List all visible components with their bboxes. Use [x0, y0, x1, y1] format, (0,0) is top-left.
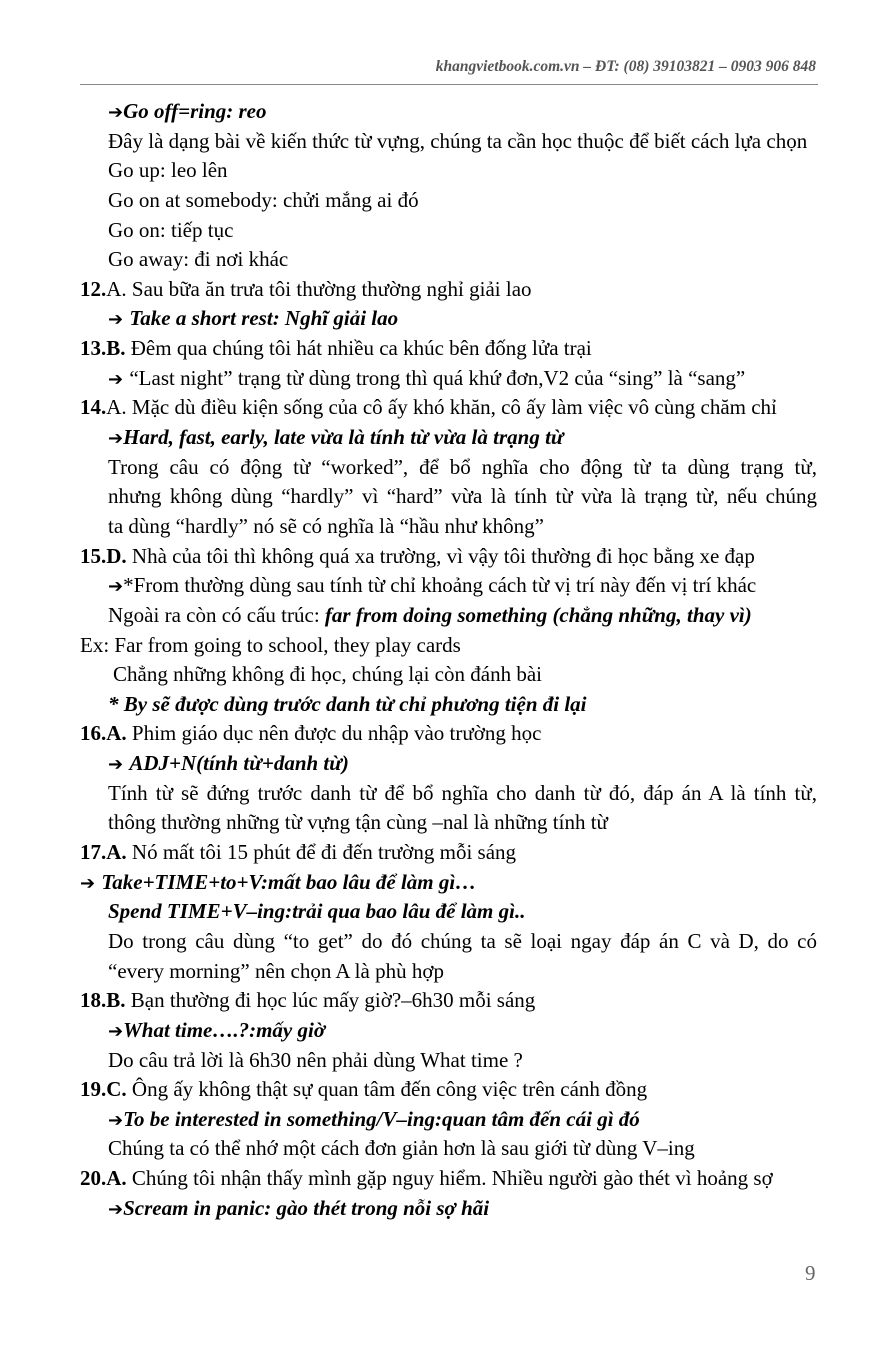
question-number: 16.A.	[80, 721, 127, 746]
arrow-right-icon: ➔	[108, 428, 124, 450]
text-line	[80, 1105, 817, 1135]
text-run: Chẳng những không đi học, chúng lại còn đánh bài	[113, 662, 542, 687]
arrow-right-icon: ➔	[108, 309, 130, 331]
text-line	[80, 186, 817, 216]
text-run: Nó mất tôi 15 phút để đi đến trường mỗi sáng	[126, 840, 517, 865]
question-number: 15.D.	[80, 543, 127, 568]
arrow-right-icon: ➔	[108, 102, 124, 123]
text-run: Go off=ring: reo	[123, 99, 267, 123]
text-line	[80, 482, 817, 512]
text-run: Scream in panic: gào thét trong nỗi sợ hãi	[123, 1195, 490, 1220]
text-line	[80, 453, 817, 483]
text-run: Hard, fast, early, late vừa là tính từ vừa là trạng từ	[123, 425, 564, 450]
text-line	[80, 1134, 817, 1164]
text-line	[80, 631, 817, 661]
arrow-right-icon: ➔	[108, 368, 130, 390]
text-line	[80, 512, 817, 542]
text-run: Go on: tiếp tục	[108, 217, 234, 242]
arrow-right-icon: ➔	[108, 754, 130, 776]
text-run: “Last night” trạng từ dùng trong thì quá khứ đơn,V2 của “sing” là “sang”	[129, 365, 746, 390]
arrow-right-icon: ➔	[80, 872, 102, 894]
text-run: To be interested in something/V–ing:quan tâm đến cái gì đó	[123, 1106, 640, 1131]
arrow-right-icon: ➔	[108, 576, 124, 598]
text-line	[80, 690, 817, 720]
text-line	[80, 1075, 817, 1105]
text-run: Spend TIME+V–ing:trải qua bao lâu để làm gì..	[108, 899, 526, 924]
text-run: Nhà của tôi thì không quá xa trường, vì vậy tôi thường đi học bằng xe đạp	[126, 543, 755, 568]
text-run: Ông ấy không thật sự quan tâm đến công việc trên cánh đồng	[126, 1077, 648, 1102]
text-run: Đây là dạng bài về kiến thức từ vựng, chúng ta cần học thuộc để biết cách lựa chọn	[108, 128, 808, 153]
question-number: 18.B.	[80, 988, 126, 1013]
text-line	[80, 304, 817, 334]
text-line	[80, 868, 817, 898]
page-number: 9	[805, 1261, 816, 1285]
text-line	[80, 97, 817, 127]
text-line	[80, 808, 817, 838]
document-body	[80, 97, 817, 1223]
question-number: 14.	[80, 395, 107, 420]
text-run: Take a short rest: Nghĩ giải lao	[129, 306, 399, 331]
arrow-right-icon: ➔	[108, 1198, 124, 1220]
text-line	[80, 1194, 817, 1224]
question-number: 13.B.	[80, 336, 126, 361]
text-line	[80, 245, 817, 275]
text-line	[80, 423, 817, 453]
text-line	[80, 127, 817, 157]
text-line	[80, 719, 817, 749]
arrow-right-icon: ➔	[108, 1109, 124, 1131]
text-line	[80, 393, 817, 423]
text-line	[80, 660, 817, 690]
text-run: Phim giáo dục nên được du nhập vào trường học	[126, 721, 542, 746]
text-run: Bạn thường đi học lúc mấy giờ?–6h30 mỗi sáng	[125, 988, 536, 1013]
text-line	[80, 542, 817, 572]
text-run: thông thường những từ vựng tận cùng –nal là những tính từ	[108, 810, 608, 835]
arrow-right-icon: ➔	[108, 1020, 124, 1042]
text-run: Chúng ta có thể nhớ một cách đơn giản hơn là sau giới từ dùng V–ing	[108, 1136, 695, 1161]
text-line	[80, 838, 817, 868]
text-run: Trong câu có động từ “worked”, để bổ nghĩa cho động từ ta dùng trạng từ,	[108, 454, 817, 479]
text-line	[80, 601, 817, 631]
text-line	[80, 957, 817, 987]
text-run: Do trong câu dùng “to get” do đó chúng ta sẽ loại ngay đáp án C và D, do có	[108, 928, 817, 953]
text-run: What time….?:mấy giờ	[123, 1017, 326, 1042]
text-line	[80, 334, 817, 364]
text-line	[80, 156, 817, 186]
text-run: A. Mặc dù điều kiện sống của cô ấy khó khăn, cô ấy làm việc vô cùng chăm chỉ	[106, 395, 777, 420]
text-line	[80, 779, 817, 809]
text-run: Tính từ sẽ đứng trước danh từ để bổ nghĩa cho danh từ đó, đáp án A là tính từ,	[108, 780, 817, 805]
question-number: 17.A.	[80, 840, 127, 865]
text-line	[80, 897, 817, 927]
text-run: ADJ+N(tính từ+danh từ)	[129, 751, 349, 776]
text-line	[80, 749, 817, 779]
text-line	[80, 986, 817, 1016]
question-number: 20.A.	[80, 1166, 127, 1191]
text-run: Chúng tôi nhận thấy mình gặp nguy hiểm. Nhiều người gào thét vì hoảng sợ	[126, 1166, 773, 1191]
text-line	[80, 364, 817, 394]
text-run: Ngoài ra còn có cấu trúc:	[108, 602, 325, 627]
text-run: Đêm qua chúng tôi hát nhiều ca khúc bên đống lửa trại	[125, 336, 592, 361]
text-run: “every morning” nên chọn A là phù hợp	[108, 958, 444, 983]
text-run: Take+TIME+to+V:mất bao lâu để làm gì…	[101, 869, 477, 894]
header-divider	[80, 84, 818, 85]
page-header: khangvietbook.com.vn – ĐT: (08) 39103821 – 0903 906 848	[435, 58, 816, 75]
text-run: Go away: đi nơi khác	[108, 247, 289, 272]
text-run: Do câu trả lời là 6h30 nên phải dùng What time ?	[108, 1047, 523, 1072]
text-run: ta dùng “hardly” nó sẽ có nghĩa là “hầu như không”	[108, 513, 544, 538]
text-line	[80, 571, 817, 601]
text-run: * By sẽ được dùng trước danh từ chỉ phương tiện đi lại	[108, 691, 587, 716]
question-number: 12.	[80, 276, 107, 301]
text-run: A. Sau bữa ăn trưa tôi thường thường nghỉ giải lao	[106, 276, 532, 301]
text-line	[80, 275, 817, 305]
text-line	[80, 1046, 817, 1076]
text-run: far from doing something (chẳng những, thay vì)	[324, 602, 752, 627]
text-run: *From thường dùng sau tính từ chỉ khoảng cách từ vị trí này đến vị trí khác	[123, 573, 757, 598]
text-line	[80, 216, 817, 246]
text-line	[80, 1016, 817, 1046]
question-number: 19.C.	[80, 1077, 127, 1102]
text-run: Go on at somebody: chửi mắng ai đó	[108, 187, 419, 212]
text-run: Go up: leo lên	[108, 158, 228, 183]
text-line	[80, 1164, 817, 1194]
text-run: nhưng không dùng “hardly” vì “hard” vừa là tính từ vừa là trạng từ, nếu chúng	[108, 484, 817, 509]
text-line	[80, 927, 817, 957]
text-run: Ex: Far from going to school, they play cards	[80, 632, 461, 657]
